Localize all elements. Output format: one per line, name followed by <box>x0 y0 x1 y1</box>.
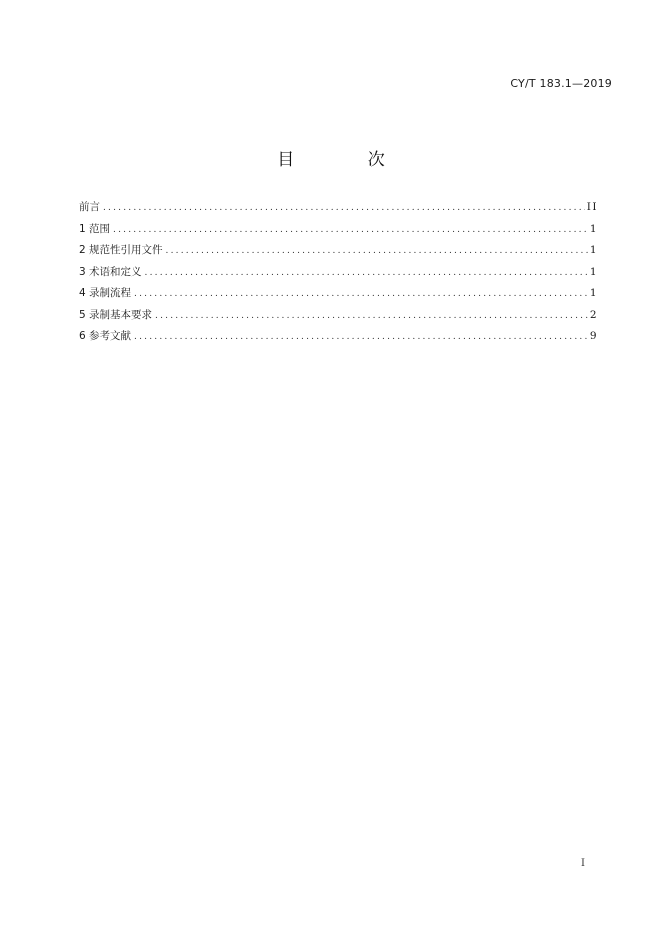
toc-entry-page: II <box>586 201 598 213</box>
standard-code: CY/T 183.1—2019 <box>510 77 612 90</box>
toc-entry-basic-requirements[interactable] <box>79 308 598 330</box>
toc-dot-leader <box>103 201 585 215</box>
toc-entry-page: 1 <box>589 244 598 256</box>
toc-entry-label: 4 录制流程 <box>79 287 132 299</box>
toc-entry-bibliography[interactable] <box>79 329 598 351</box>
toc-entry-label: 5 录制基本要求 <box>79 308 153 321</box>
toc-entry-label: 6 参考文献 <box>79 330 132 342</box>
toc-entry-normative-references[interactable] <box>79 243 598 265</box>
toc-dot-leader <box>134 330 588 344</box>
toc-entry-label: 3 术语和定义 <box>79 265 142 278</box>
page-number: I <box>581 858 585 869</box>
toc-dot-leader <box>155 309 588 323</box>
toc-entry-page: 1 <box>589 265 598 278</box>
toc-entry-recording-process[interactable] <box>79 286 598 308</box>
toc-entry-label: 前言 <box>79 201 100 213</box>
toc-entry-page: 2 <box>589 308 598 321</box>
toc-dot-leader <box>134 287 588 301</box>
toc-entry-page: 9 <box>589 330 598 342</box>
toc-dot-leader <box>113 223 588 237</box>
toc-entry-label: 1 范围 <box>79 222 111 235</box>
table-of-contents <box>79 200 598 351</box>
toc-entry-label: 2 规范性引用文件 <box>79 244 163 256</box>
toc-entry-terms-definitions[interactable] <box>79 265 598 287</box>
toc-dot-leader <box>145 266 588 280</box>
toc-entry-foreword[interactable] <box>79 200 598 222</box>
toc-entry-page: 1 <box>589 222 598 235</box>
toc-dot-leader <box>166 244 588 258</box>
toc-entry-page: 1 <box>589 287 598 299</box>
toc-entry-scope[interactable] <box>79 222 598 244</box>
page-title: 目 次 <box>277 150 419 170</box>
